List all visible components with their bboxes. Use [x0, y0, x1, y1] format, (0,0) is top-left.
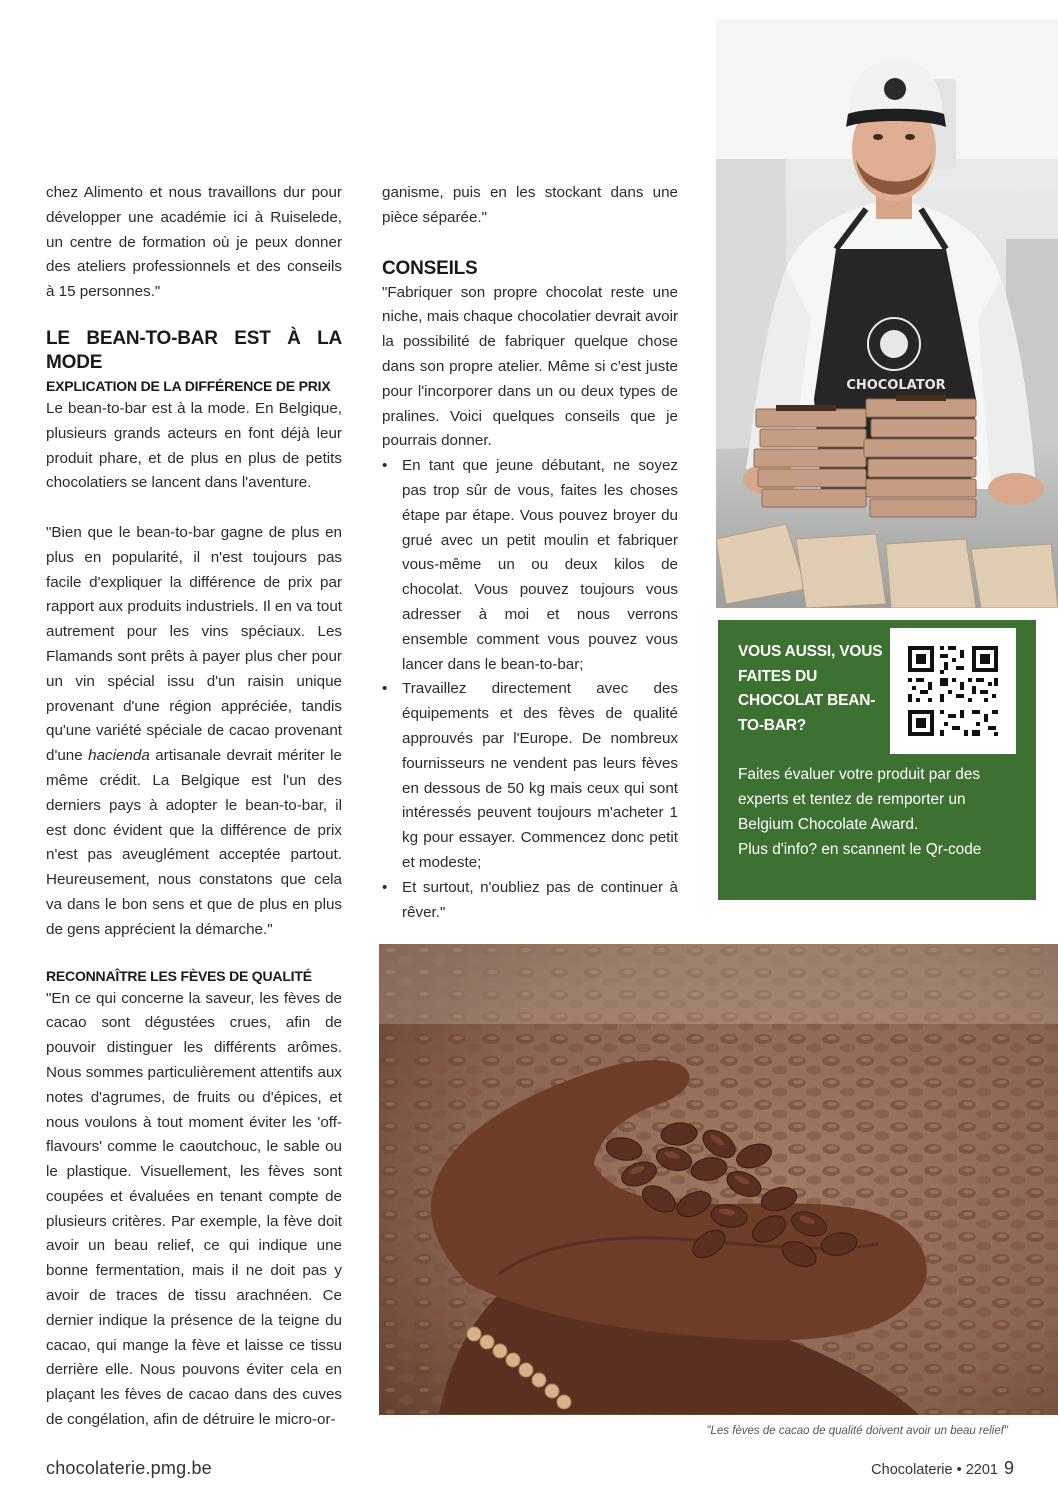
- hacienda-term: hacienda: [88, 747, 150, 765]
- section-title-conseils: CONSEILS: [382, 257, 478, 279]
- footer-issue: [871, 1458, 1014, 1479]
- footer-website: chocolaterie.pmg.be: [46, 1458, 212, 1478]
- qr-code-icon: [890, 628, 1016, 754]
- award-box-more-info: Plus d'info? en scannent le Qr-code: [738, 841, 982, 858]
- award-box-body: Faites évaluer votre produit par des experts et tentez de remporter un Belgium Chocolate Award.: [738, 766, 981, 833]
- section-title-bean-to-bar: LE BEAN-TO-BAR EST À LA MODE: [46, 327, 342, 373]
- list-item: • En tant que jeune débutant, ne soyez pas trop sûr de vous, faites les choses étape par étape. Vous pouvez broyer du grué avec un petit moulin et fabriquer vous-même un ou deux kilos de chocolat. Vous pouvez toujours vous adresser à moi et nous verrons ensemble comment vous pouvez vous lancer dans le bean-to-bar;: [382, 454, 678, 677]
- price-difference-paragraph: "Bien que le bean-to-bar gagne de plus en plus en popularité, il n'est toujours pas facile d'expliquer la différence de prix par rapport aux produits industriels. Il en va tout autrement pour les vins spéciaux. Les Flamands sont prêts à payer plus cher pour un vin spécial issu d'un raisin unique provenant d'une région appréciée, tandis qu'une variété spéciale de cacao provenant d'une hacienda artisanale devrait mériter le même crédit. La Belgique est l'un des derniers pays à adopter le bean-to-bar, il est donc évident que la différence de prix n'est pas aveuglément acceptée partout. Heureusement, nous constatons que cela va dans le bon sens et que de plus en plus de gens apprécient la démarche.": [46, 523, 342, 938]
- list-item: • Travaillez directement avec des équipements et des fèves de qualité approuvés par l'Europe. De nombreux fournisseurs ne vendent pas leurs fèves en dessous de 50 kg mais ceux qui sont intéressés peuvent toujours m'acheter 1 kg pour essayer. Commencez donc petit et modeste;: [382, 677, 678, 875]
- bullet-icon: •: [382, 680, 388, 698]
- bullet-icon: •: [382, 878, 388, 896]
- list-item: • Et surtout, n'oubliez pas de continuer à rêver.": [382, 876, 678, 926]
- column-middle: [382, 181, 678, 925]
- chef-illustration: [716, 19, 1058, 608]
- qr-code[interactable]: [890, 628, 1016, 754]
- section-title-quality-beans: RECONNAÎTRE LES FÈVES DE QUALITÉ: [46, 967, 312, 984]
- cocoa-beans-photo: [379, 944, 1058, 1415]
- photo-caption: "Les fèves de cacao de qualité doivent avoir un beau relief": [706, 1425, 1008, 1437]
- cocoa-hands-illustration: [379, 944, 1058, 1415]
- chef-photo: [716, 19, 1058, 608]
- conseils-paragraph: "Fabriquer son propre chocolat reste une niche, mais chaque chocolatier devrait avoir la possibilité de fabriquer quelque chose dans son propre atelier. Même si c'est juste pour l'incorporer dans un ou deux types de pralines. Voici quelques conseils que je pourrais donner.: [382, 283, 678, 450]
- apron-text: CHOCOLATOR: [846, 378, 946, 393]
- award-info-box: [718, 620, 1036, 900]
- page-number: 9: [1003, 1458, 1014, 1478]
- column-left: [46, 181, 342, 1433]
- continued-paragraph: ganisme, puis en les stockant dans une pièce séparée.": [382, 184, 678, 226]
- section-subtitle-price: EXPLICATION DE LA DIFFÉRENCE DE PRIX: [46, 377, 331, 394]
- award-box-heading: VOUS AUSSI, VOUS FAITES DU CHOCOLAT BEAN-TO-BAR?: [738, 643, 883, 734]
- footer-issue-label: Chocolaterie • 2201: [871, 1462, 998, 1478]
- tips-list: [382, 454, 678, 925]
- quality-beans-paragraph: "En ce qui concerne la saveur, les fèves de cacao sont dégustées crues, afin de pouvoir distinguer les différents arômes. Nous sommes particulièrement attentifs aux notes d'agrumes, de fruits ou d'épices, et nous voulons à tout moment éviter les 'off-flavours' comme le caoutchouc, le sable ou le plastique. Visuellement, les fèves sont coupées et évaluées en tenant compte de plusieurs critères. Par exemple, la fève doit avoir un beau relief, ce qui indique une bonne fermentation, mais il ne doit pas y avoir de traces de tissu arachnéen. Ce dernier indique la présence de la teigne du cacao, qui mange la fève et laisse ce tissu derrière elle. Nous pouvons éviter cela en plaçant les fèves de cacao dans des cuves de congélation, afin de détruire le micro-or-: [46, 989, 342, 1429]
- bean-to-bar-paragraph: Le bean-to-bar est à la mode. En Belgique, plusieurs grands acteurs en font déjà leur produit phare, et de plus en plus de petits chocolatiers se lancent dans l'aventure.: [46, 399, 342, 492]
- intro-paragraph: chez Alimento et nous travaillons dur pour développer une académie ici à Ruiselede, un centre de formation où je peux donner des ateliers professionnels et des conseils à 15 personnes.": [46, 184, 342, 301]
- bullet-icon: •: [382, 457, 388, 475]
